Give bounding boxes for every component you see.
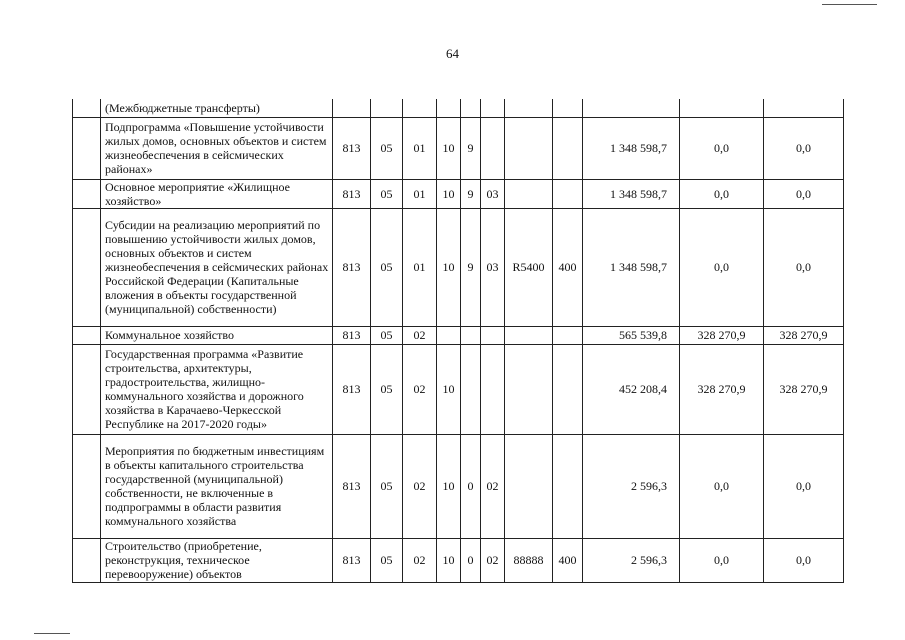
table-row [73, 344, 844, 434]
cell-rz: 05 [371, 344, 403, 434]
cell-ved: 813 [333, 326, 371, 344]
row-number-cell [73, 99, 101, 117]
cell-p3 [481, 344, 505, 434]
cell-vr [553, 344, 583, 434]
cell-ved: 813 [333, 208, 371, 326]
table-row [73, 179, 844, 208]
cell-rz: 05 [371, 326, 403, 344]
cell-p4: R5400 [505, 208, 553, 326]
row-number-cell [73, 344, 101, 434]
cell-p3 [481, 99, 505, 117]
scan-mark-bottom [34, 633, 70, 634]
cell-s1: 1 348 598,7 [583, 179, 680, 208]
cell-rz: 05 [371, 179, 403, 208]
cell-ved: 813 [333, 117, 371, 179]
cell-p1: 10 [437, 538, 461, 582]
item-name-cell: Мероприятия по бюджетным инвестициям в объекты капитального строительства государственной (муниципальной) собственности, не включенные в подпрограммы в области развития коммунального хозяйства [101, 434, 333, 538]
cell-p2: 9 [461, 208, 481, 326]
cell-s2: 328 270,9 [680, 344, 764, 434]
cell-s2: 328 270,9 [680, 326, 764, 344]
cell-s2: 0,0 [680, 117, 764, 179]
cell-p2: 0 [461, 434, 481, 538]
table-row [73, 99, 844, 117]
item-name-cell: (Межбюджетные трансферты) [101, 99, 333, 117]
cell-p2 [461, 344, 481, 434]
cell-p4: 88888 [505, 538, 553, 582]
cell-p4 [505, 179, 553, 208]
table-row [73, 117, 844, 179]
table-row [73, 208, 844, 326]
cell-rz: 05 [371, 117, 403, 179]
cell-p4 [505, 99, 553, 117]
row-number-cell [73, 117, 101, 179]
cell-s1: 452 208,4 [583, 344, 680, 434]
cell-p3 [481, 117, 505, 179]
cell-s3: 0,0 [764, 208, 844, 326]
cell-rz: 05 [371, 538, 403, 582]
cell-p1: 10 [437, 117, 461, 179]
cell-pr: 02 [403, 538, 437, 582]
cell-s1: 1 348 598,7 [583, 208, 680, 326]
cell-s3: 0,0 [764, 117, 844, 179]
cell-p1 [437, 326, 461, 344]
cell-pr: 02 [403, 326, 437, 344]
cell-p3: 03 [481, 208, 505, 326]
cell-p1: 10 [437, 344, 461, 434]
item-name-cell: Государственная программа «Развитие строительства, архитектуры, градостроительства, жилищно-коммунального хозяйства и дорожного хозяйства в Карачаево-Черкесской Республике на 2017-2020 годы» [101, 344, 333, 434]
cell-ved: 813 [333, 179, 371, 208]
row-number-cell [73, 538, 101, 582]
table-row [73, 326, 844, 344]
cell-s3: 328 270,9 [764, 326, 844, 344]
cell-p4 [505, 344, 553, 434]
cell-vr [553, 179, 583, 208]
cell-p2: 9 [461, 117, 481, 179]
cell-p3: 03 [481, 179, 505, 208]
cell-rz: 05 [371, 208, 403, 326]
row-number-cell [73, 208, 101, 326]
item-name-cell: Подпрограмма «Повышение устойчивости жилых домов, основных объектов и систем жизнеобеспечения в сейсмических районах» [101, 117, 333, 179]
cell-p4 [505, 434, 553, 538]
cell-s3: 0,0 [764, 434, 844, 538]
cell-s1: 1 348 598,7 [583, 117, 680, 179]
cell-p2: 0 [461, 538, 481, 582]
cell-s2: 0,0 [680, 434, 764, 538]
budget-table [72, 99, 844, 583]
cell-p2: 9 [461, 179, 481, 208]
cell-p1 [437, 99, 461, 117]
item-name-cell: Коммунальное хозяйство [101, 326, 333, 344]
cell-s1: 2 596,3 [583, 434, 680, 538]
cell-vr [553, 326, 583, 344]
row-number-cell [73, 179, 101, 208]
row-number-cell [73, 326, 101, 344]
cell-rz [371, 99, 403, 117]
cell-s1: 2 596,3 [583, 538, 680, 582]
cell-p2 [461, 326, 481, 344]
page-number: 64 [446, 46, 459, 61]
cell-pr: 01 [403, 117, 437, 179]
cell-vr [553, 99, 583, 117]
row-number-cell [73, 434, 101, 538]
cell-s2: 0,0 [680, 208, 764, 326]
table-row [73, 538, 844, 582]
cell-vr [553, 434, 583, 538]
cell-s3: 328 270,9 [764, 344, 844, 434]
item-name-cell: Основное мероприятие «Жилищное хозяйство» [101, 179, 333, 208]
cell-pr [403, 99, 437, 117]
cell-p1: 10 [437, 208, 461, 326]
cell-p2 [461, 99, 481, 117]
cell-vr: 400 [553, 208, 583, 326]
cell-s3 [764, 99, 844, 117]
table-row [73, 434, 844, 538]
cell-s2 [680, 99, 764, 117]
cell-pr: 01 [403, 208, 437, 326]
cell-s3: 0,0 [764, 179, 844, 208]
cell-p3: 02 [481, 538, 505, 582]
cell-vr: 400 [553, 538, 583, 582]
cell-p3: 02 [481, 434, 505, 538]
cell-pr: 02 [403, 434, 437, 538]
scan-mark-top [822, 4, 877, 5]
cell-vr [553, 117, 583, 179]
table-body [73, 99, 844, 582]
cell-p1: 10 [437, 179, 461, 208]
cell-ved: 813 [333, 538, 371, 582]
item-name-cell: Субсидии на реализацию мероприятий по повышению устойчивости жилых домов, основных объектов и систем жизнеобеспечения в сейсмических районах Российской Федерации (Капитальные вложения в объекты государственной (муниципальной) собственности) [101, 208, 333, 326]
cell-rz: 05 [371, 434, 403, 538]
cell-pr: 02 [403, 344, 437, 434]
cell-s2: 0,0 [680, 179, 764, 208]
cell-ved: 813 [333, 344, 371, 434]
cell-ved [333, 99, 371, 117]
cell-p4 [505, 326, 553, 344]
cell-p3 [481, 326, 505, 344]
cell-p4 [505, 117, 553, 179]
cell-s2: 0,0 [680, 538, 764, 582]
cell-s1: 565 539,8 [583, 326, 680, 344]
cell-ved: 813 [333, 434, 371, 538]
cell-s3: 0,0 [764, 538, 844, 582]
item-name-cell: Строительство (приобретение, реконструкция, техническое перевооружение) объектов [101, 538, 333, 582]
cell-s1 [583, 99, 680, 117]
cell-p1: 10 [437, 434, 461, 538]
cell-pr: 01 [403, 179, 437, 208]
